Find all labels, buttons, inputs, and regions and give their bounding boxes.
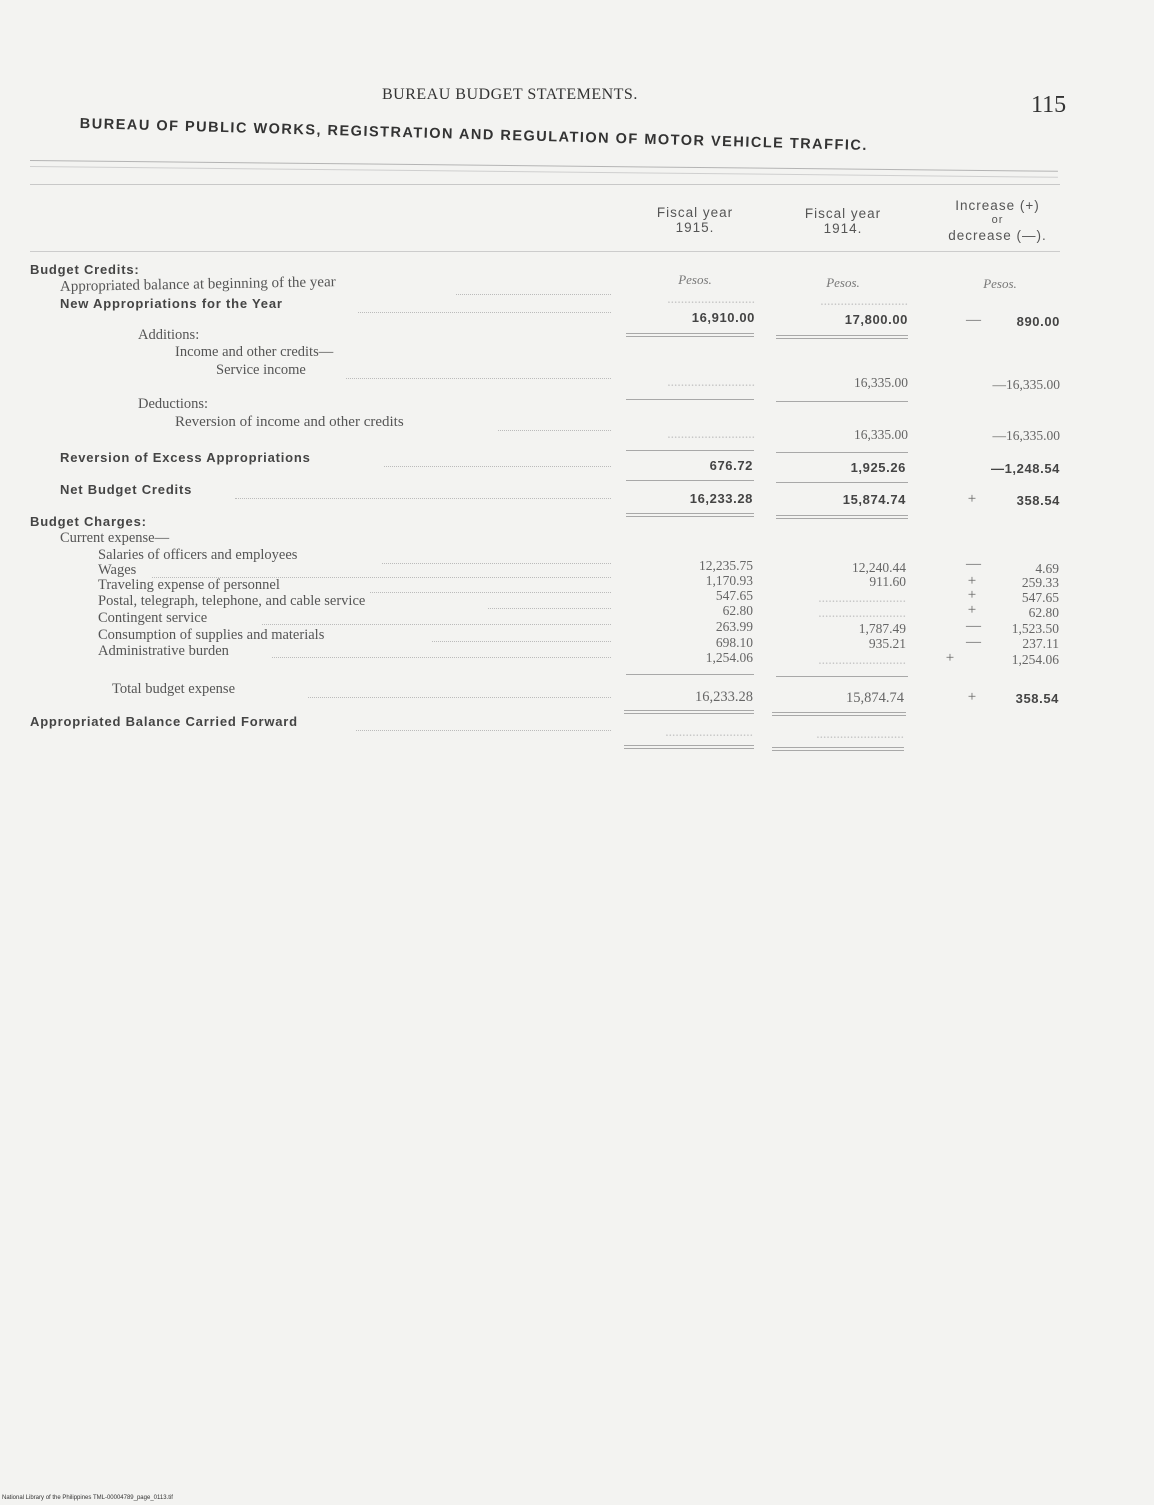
- title-rule: [30, 160, 1058, 172]
- net-budget-credits-double-rule-1915: [626, 513, 754, 517]
- reversion-income-fy1914: 16,335.00: [854, 427, 908, 442]
- reversion-income-label: Reversion of income and other credits: [175, 414, 404, 430]
- deductions-heading: Deductions:: [138, 396, 209, 412]
- administrative-label: Administrative burden: [98, 643, 229, 659]
- col-head-change: [925, 198, 1070, 243]
- total-budget-expense-sign: +: [967, 689, 977, 705]
- traveling-sign: +: [967, 587, 977, 603]
- total-budget-expense-label: Total budget expense: [112, 681, 236, 697]
- administrative-leader: [272, 657, 611, 658]
- expense-rule-1915: [626, 674, 754, 675]
- net-budget-credits-label: Net Budget Credits: [60, 482, 193, 497]
- document-title: BUREAU OF PUBLIC WORKS, REGISTRATION AND REGULATION OF MOTOR VEHICLE TRAFFIC.: [79, 116, 869, 155]
- postal-fy1914: ..........................: [818, 605, 906, 620]
- budget-charges-heading: Budget Charges:: [30, 514, 147, 529]
- total-budget-expense-change: 358.54: [1015, 691, 1059, 706]
- new-appropriations-leader: [358, 312, 611, 313]
- traveling-fy1914: ..........................: [818, 590, 906, 605]
- appropriated-forward-fy1914: ..........................: [816, 726, 904, 741]
- reversion-excess-change: —1,248.54: [990, 461, 1060, 476]
- salaries-leader: [382, 563, 611, 564]
- wages-change: 259.33: [1021, 575, 1059, 590]
- new-appropriations-double-rule-1914: [776, 335, 908, 339]
- income-other-credits-label: Income and other credits—: [175, 344, 334, 360]
- reversion-income-rule-1915: [626, 450, 754, 451]
- total-budget-expense-fy1914: 15,874.74: [846, 690, 904, 706]
- contingent-leader: [262, 624, 611, 625]
- net-budget-credits-fy1914: 15,874.74: [842, 492, 906, 507]
- new-appropriations-sign: —: [966, 312, 981, 328]
- total-budget-expense-leader: [308, 697, 611, 698]
- consumption-change: 237.11: [1022, 636, 1059, 651]
- new-appropriations-fy1914: 17,800.00: [844, 312, 908, 327]
- service-income-fy1914: 16,335.00: [854, 375, 908, 390]
- administrative-fy1915: 1,254.06: [705, 650, 753, 665]
- additions-heading: Additions:: [138, 327, 200, 343]
- reversion-income-leader: [498, 430, 611, 431]
- wages-fy1915: 1,170.93: [705, 573, 753, 588]
- salaries-fy1914: 12,240.44: [852, 560, 906, 575]
- net-budget-credits-change: 358.54: [1016, 493, 1060, 508]
- postal-sign: +: [967, 602, 977, 618]
- total-budget-expense-double-rule-1914: [772, 712, 906, 716]
- col-head-change-line2: or: [991, 214, 1004, 226]
- appropriated-forward-fy1915: ..........................: [665, 724, 753, 739]
- new-appropriations-label: New Appropriations for the Year: [60, 296, 283, 311]
- postal-fy1915: 62.80: [722, 603, 753, 618]
- scan-attribution: National Library of the Philippines TML-00004789_page_0113.tif: [2, 1495, 173, 1501]
- budget-credits-heading: Budget Credits:: [30, 262, 140, 277]
- unit-fy1914: Pesos.: [826, 275, 860, 290]
- salaries-fy1915: 12,235.75: [699, 558, 753, 573]
- new-appropriations-double-rule-1915: [626, 333, 754, 337]
- appropriated-balance-fy1914: ..........................: [820, 293, 908, 308]
- traveling-label: Traveling expense of personnel: [98, 577, 280, 593]
- net-budget-credits-double-rule-1914: [776, 515, 908, 519]
- traveling-fy1915: 547.65: [715, 588, 753, 603]
- page-number: 115: [1031, 92, 1067, 118]
- salaries-sign: —: [966, 556, 981, 572]
- postal-change: 62.80: [1028, 605, 1059, 620]
- unit-fy1915: Pesos.: [678, 272, 712, 287]
- reversion-excess-label: Reversion of Excess Appropriations: [60, 450, 311, 465]
- col-head-fy1914-line1: Fiscal year: [804, 206, 882, 221]
- reversion-excess-fy1914: 1,925.26: [850, 460, 906, 475]
- contingent-fy1915: 263.99: [715, 619, 753, 634]
- wages-sign: +: [967, 573, 977, 589]
- appropriated-forward-double-rule-1914: [772, 747, 904, 751]
- new-appropriations-fy1915: 16,910.00: [691, 310, 755, 325]
- contingent-fy1914: 1,787.49: [858, 621, 906, 636]
- wages-fy1914: 911.60: [869, 574, 906, 589]
- col-head-fy1915-line2: 1915.: [675, 220, 715, 235]
- col-head-change-line3: decrease (—).: [948, 228, 1047, 243]
- unit-change: Pesos.: [983, 276, 1017, 291]
- col-head-fy1914: [778, 206, 908, 236]
- consumption-label: Consumption of supplies and materials: [98, 627, 325, 643]
- service-income-change: —16,335.00: [992, 377, 1060, 392]
- administrative-change: 1,254.06: [1011, 652, 1059, 667]
- salaries-label: Salaries of officers and employees: [98, 547, 298, 563]
- net-budget-credits-fy1915: 16,233.28: [689, 491, 753, 506]
- column-head-top-rule: [30, 184, 1060, 185]
- total-budget-expense-fy1915: 16,233.28: [695, 689, 753, 705]
- appropriated-balance-fy1915: ..........................: [667, 291, 755, 306]
- service-income-leader: [346, 378, 611, 379]
- reversion-income-fy1915: ..........................: [667, 426, 755, 441]
- contingent-label: Contingent service: [98, 610, 208, 626]
- appropriated-forward-double-rule-1915: [624, 745, 754, 749]
- col-head-fy1914-line2: 1914.: [823, 221, 863, 236]
- expense-rule-1914: [776, 676, 908, 677]
- appropriated-forward-label: Appropriated Balance Carried Forward: [30, 714, 298, 729]
- administrative-sign: +: [945, 650, 955, 666]
- reversion-excess-fy1915: 676.72: [709, 458, 753, 473]
- postal-label: Postal, telegraph, telephone, and cable service: [98, 593, 366, 609]
- traveling-change: 547.65: [1021, 590, 1059, 605]
- service-income-rule-1914: [776, 401, 908, 402]
- reversion-excess-leader: [384, 466, 611, 467]
- wages-label: Wages: [98, 562, 137, 578]
- appropriated-forward-leader: [356, 730, 611, 731]
- consumption-sign: —: [966, 634, 981, 650]
- reversion-excess-rule-1915: [626, 480, 754, 481]
- appropriated-balance-label: Appropriated balance at beginning of the year: [59, 274, 336, 295]
- reversion-excess-rule-1914: [776, 482, 908, 483]
- new-appropriations-change: 890.00: [1016, 314, 1060, 329]
- salaries-change: 4.69: [1035, 561, 1059, 576]
- consumption-fy1915: 698.10: [715, 635, 753, 650]
- service-income-fy1915: ..........................: [667, 374, 755, 389]
- consumption-fy1914: 935.21: [868, 636, 906, 651]
- running-head: BUREAU BUDGET STATEMENTS.: [382, 86, 638, 103]
- current-expense-label: Current expense—: [60, 530, 170, 546]
- service-income-label: Service income: [216, 362, 306, 378]
- contingent-change: 1,523.50: [1011, 621, 1059, 636]
- traveling-leader: [370, 592, 611, 593]
- title-rule-2: [30, 166, 1058, 178]
- service-income-rule-1915: [626, 399, 754, 400]
- reversion-income-change: —16,335.00: [992, 428, 1060, 443]
- col-head-fy1915-line1: Fiscal year: [656, 205, 734, 220]
- administrative-fy1914: ..........................: [818, 652, 906, 667]
- consumption-leader: [432, 641, 611, 642]
- net-budget-credits-sign: +: [967, 491, 977, 507]
- contingent-sign: —: [966, 618, 981, 634]
- appropriated-balance-leader: [456, 294, 611, 295]
- reversion-income-rule-1914: [776, 452, 908, 453]
- total-budget-expense-double-rule-1915: [624, 710, 754, 714]
- net-budget-credits-leader: [235, 498, 611, 499]
- col-head-change-line1: Increase (+): [955, 198, 1040, 213]
- postal-leader: [488, 608, 611, 609]
- col-head-fy1915: [630, 205, 760, 235]
- column-head-bottom-rule: [30, 251, 1060, 252]
